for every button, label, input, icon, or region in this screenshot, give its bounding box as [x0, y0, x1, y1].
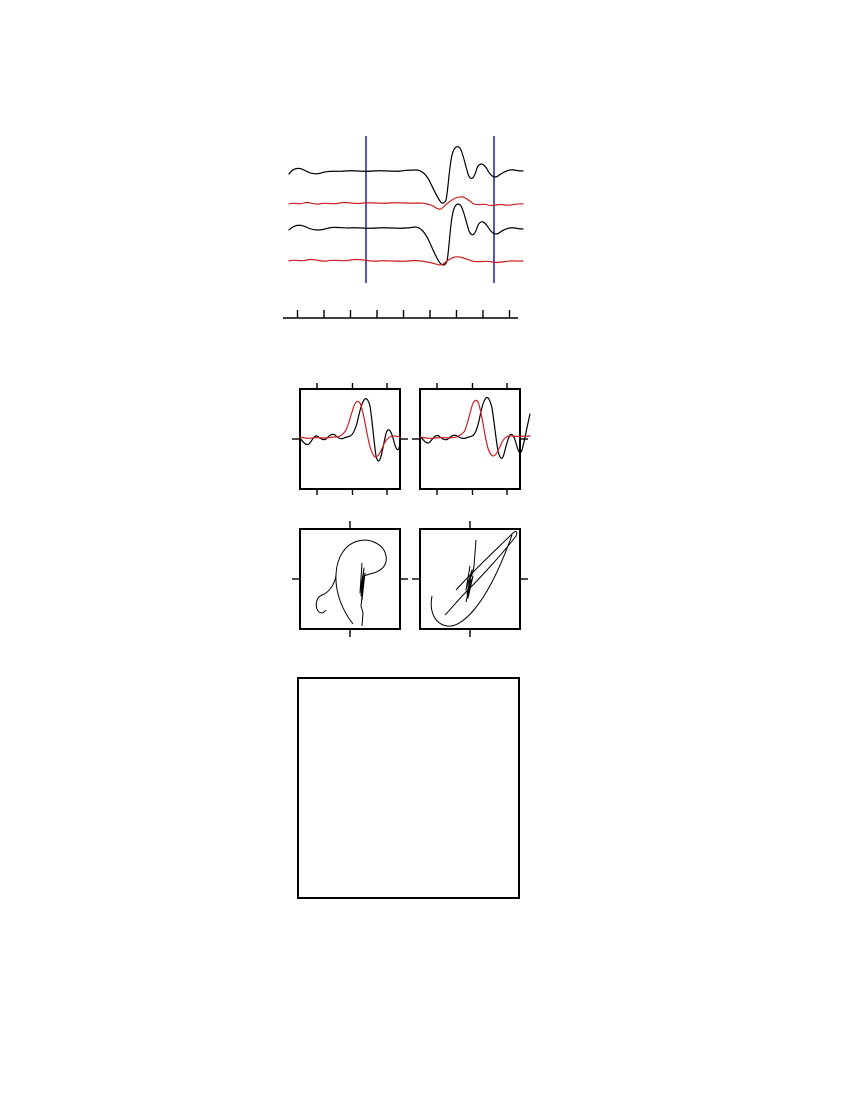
- waveform-comparison-panels: [290, 378, 540, 500]
- compare-right-fit-trace: [420, 400, 530, 456]
- compare-panel-right: [420, 389, 520, 489]
- compare-panel-ticks: [292, 383, 528, 495]
- time-axis: [280, 295, 530, 325]
- trace-corrected-t: [289, 257, 523, 265]
- compare-left-data-trace: [300, 399, 400, 461]
- particle-panel-ticks: [292, 521, 528, 637]
- compare-right-data-trace: [420, 397, 530, 458]
- trace-original-t: [289, 197, 523, 209]
- best-fit-dot: [0, 0, 7, 7]
- particle-motion-right-curve: [431, 532, 517, 627]
- contour-map: [299, 679, 518, 897]
- seismogram-panel: [280, 130, 530, 305]
- particle-motion-panels: [290, 518, 540, 642]
- trace-original-r: [289, 147, 523, 203]
- trace-corrected-r: [289, 204, 523, 265]
- time-axis-ticks: [298, 310, 510, 318]
- particle-motion-left-curve: [316, 540, 386, 626]
- compare-left-fit-trace: [300, 401, 400, 457]
